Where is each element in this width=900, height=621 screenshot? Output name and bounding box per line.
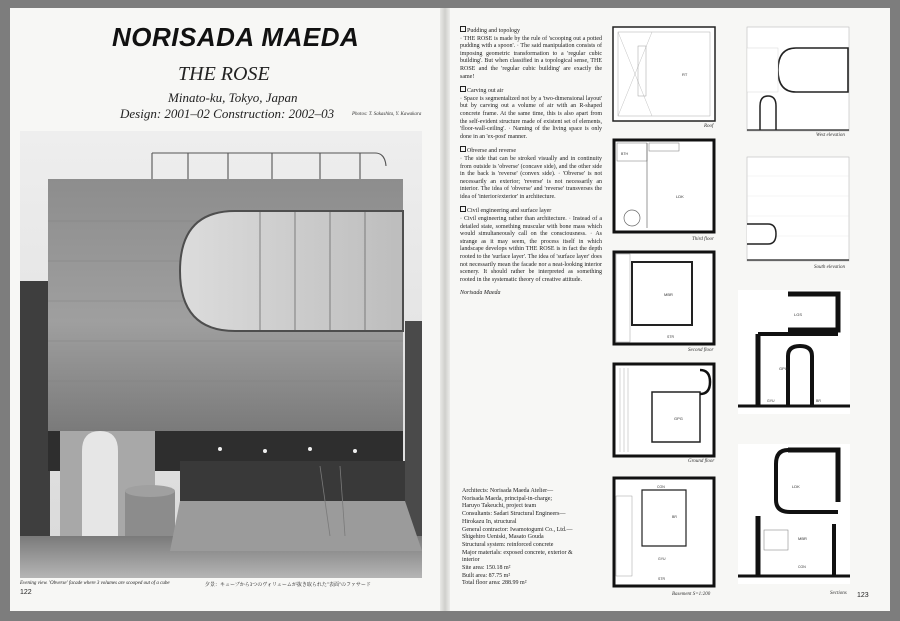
credit-line: Norisada Maeda, principal-in-charge; (462, 495, 553, 502)
project-dates: Design: 2001–02 Construction: 2002–03 (120, 106, 335, 121)
second-floor-plan (612, 250, 716, 346)
drawing-label: South elevation (814, 265, 845, 270)
section-heading: Civil engineering and surface layer (460, 206, 602, 216)
room-tag: MBR (664, 292, 673, 297)
drawing-label: West elevation (816, 133, 845, 138)
essay-column (460, 26, 602, 304)
section-heading: Pudding and topology (460, 26, 602, 36)
section-body: · THE ROSE is made by the rule of 'scooping out a potted pudding with a spoon'. · The said manipulation consists of imposing geometric transformation to a 'regular cubic building'. But when classified in a topological sense, THE ROSE and the 'regular cubic building' are exactly the same! (460, 35, 602, 80)
page-gutter (440, 8, 450, 611)
photo-credit: Photos: T. Sakashita, Y. Kawakara (352, 112, 422, 117)
credit-line: Total floor area: 288.99 m² (462, 580, 527, 587)
section-drawing (734, 440, 854, 588)
drawing-label: Third floor (692, 237, 714, 242)
credit-line: General contractor: Iwamotogumi Co., Ltd.— (462, 526, 573, 533)
section-body: · Space is segmentalized not by a 'two-dimensional layout' but by carving out a volume of air with an R-shaped concrete frame. At the same time, this is also apart from the self-evident structure made of existent set of elements, 'floor-wall-ceiling'. · Naming of the living space is only done in an 'ex-post' manner. (460, 95, 602, 140)
section-body: · The side that can be stroked visually and in continuity from outside is 'obverse' (concave side), and the other side in the back is 'reverse' (convex side). · 'Obverse' is not necessarily an exterior; 'reverse' is not necessarily an interior. The idea of 'obverse' and 'reverse' transverses the idea of 'interior/exterior' in architecture. (460, 155, 602, 200)
author-signature: Norisada Maeda (460, 290, 501, 297)
room-tag: GPG (674, 416, 683, 421)
credit-line: Major materials: exposed concrete, exterior & (462, 549, 573, 556)
credit-line: Haruyo Takeuchi, project team (462, 503, 537, 510)
credit-line: Structural system: reinforced concrete (462, 541, 554, 548)
credit-line: Architects: Norisada Maeda Atelier— (462, 488, 554, 494)
roof-plan (612, 26, 716, 122)
page-number-left: 122 (20, 589, 32, 596)
room-tag: RT (682, 72, 688, 77)
drawing-label: Roof (704, 124, 714, 129)
checkbox-square-icon (460, 86, 466, 92)
project-title: THE ROSE (178, 63, 270, 85)
section-body: · Civil engineering rather than architecture. · Instead of a detailed state, something muscular with bone mass which would simultaneously call on the consciousness. · As strange as it may seem, the process itself in which landscape develops within THE ROSE is in fact the depth rooted to the 'surface layer'. The idea of 'surface layer' does not necessarily mean the facade nor a neat-looking interior scenery. It should rather be interpreted as something rooted in the systematic theory of creative attitude. (460, 216, 602, 283)
essay-section (460, 26, 602, 81)
room-tag: GYU (767, 399, 775, 403)
room-tag: BTH (621, 152, 628, 156)
third-floor-plan (612, 138, 716, 234)
checkbox-square-icon (460, 206, 466, 212)
section-heading: Obverse and reverse (460, 146, 602, 156)
credit-line: Shigehiro Ueniski, Masato Gouda (462, 534, 544, 541)
room-tag: LDK (792, 484, 800, 489)
checkbox-square-icon (460, 26, 466, 32)
south-elevation (746, 156, 850, 262)
room-tag: STR (658, 577, 665, 581)
ground-floor-plan (612, 362, 716, 458)
room-tag: MBR (798, 536, 807, 541)
drawing-label: Second floor (688, 348, 714, 353)
room-tag: GPG (779, 366, 788, 371)
room-tag: BR (672, 515, 677, 519)
credit-line: Built area: 87.75 m² (462, 572, 511, 579)
section-heading: Carving out air (460, 86, 602, 96)
room-tag: CON (798, 565, 806, 569)
credit-line: Consultants: Sadari Structural Engineers— (462, 511, 566, 518)
room-tag: LGS (794, 312, 803, 317)
basement-plan (612, 476, 716, 588)
building-photo (20, 131, 422, 578)
room-tag: GYU (658, 557, 666, 561)
drawing-label: Basement S=1:200 (672, 592, 711, 597)
architect-name: NORISADA MAEDA (112, 22, 360, 52)
room-tag: LDK (676, 194, 684, 199)
section-drawing (734, 286, 854, 420)
drawing-label: Sections (830, 591, 847, 596)
essay-section (460, 146, 602, 201)
west-elevation (746, 26, 850, 132)
drawing-label: Ground floor (688, 459, 715, 464)
project-location: Minato-ku, Tokyo, Japan (168, 90, 298, 105)
essay-section (460, 86, 602, 141)
page-number-right: 123 (857, 592, 869, 599)
credit-line: interior (462, 557, 480, 564)
photo-caption-english: Evening view. 'Obverse' facade where 3 volumes are scooped out of a cube (20, 581, 170, 586)
room-tag: STR (667, 335, 674, 339)
room-tag: BR (816, 399, 821, 403)
credit-line: Site area: 150.18 m² (462, 565, 511, 572)
room-tag: CON (657, 485, 665, 489)
photo-caption-japanese: 夕景：キューブから3つのヴォリュームが抜き取られた"表面"のファサード (205, 583, 371, 588)
project-credits (462, 488, 602, 588)
credit-line: Hirokazu In, structural (462, 518, 517, 525)
essay-section (460, 206, 602, 284)
checkbox-square-icon (460, 146, 466, 152)
